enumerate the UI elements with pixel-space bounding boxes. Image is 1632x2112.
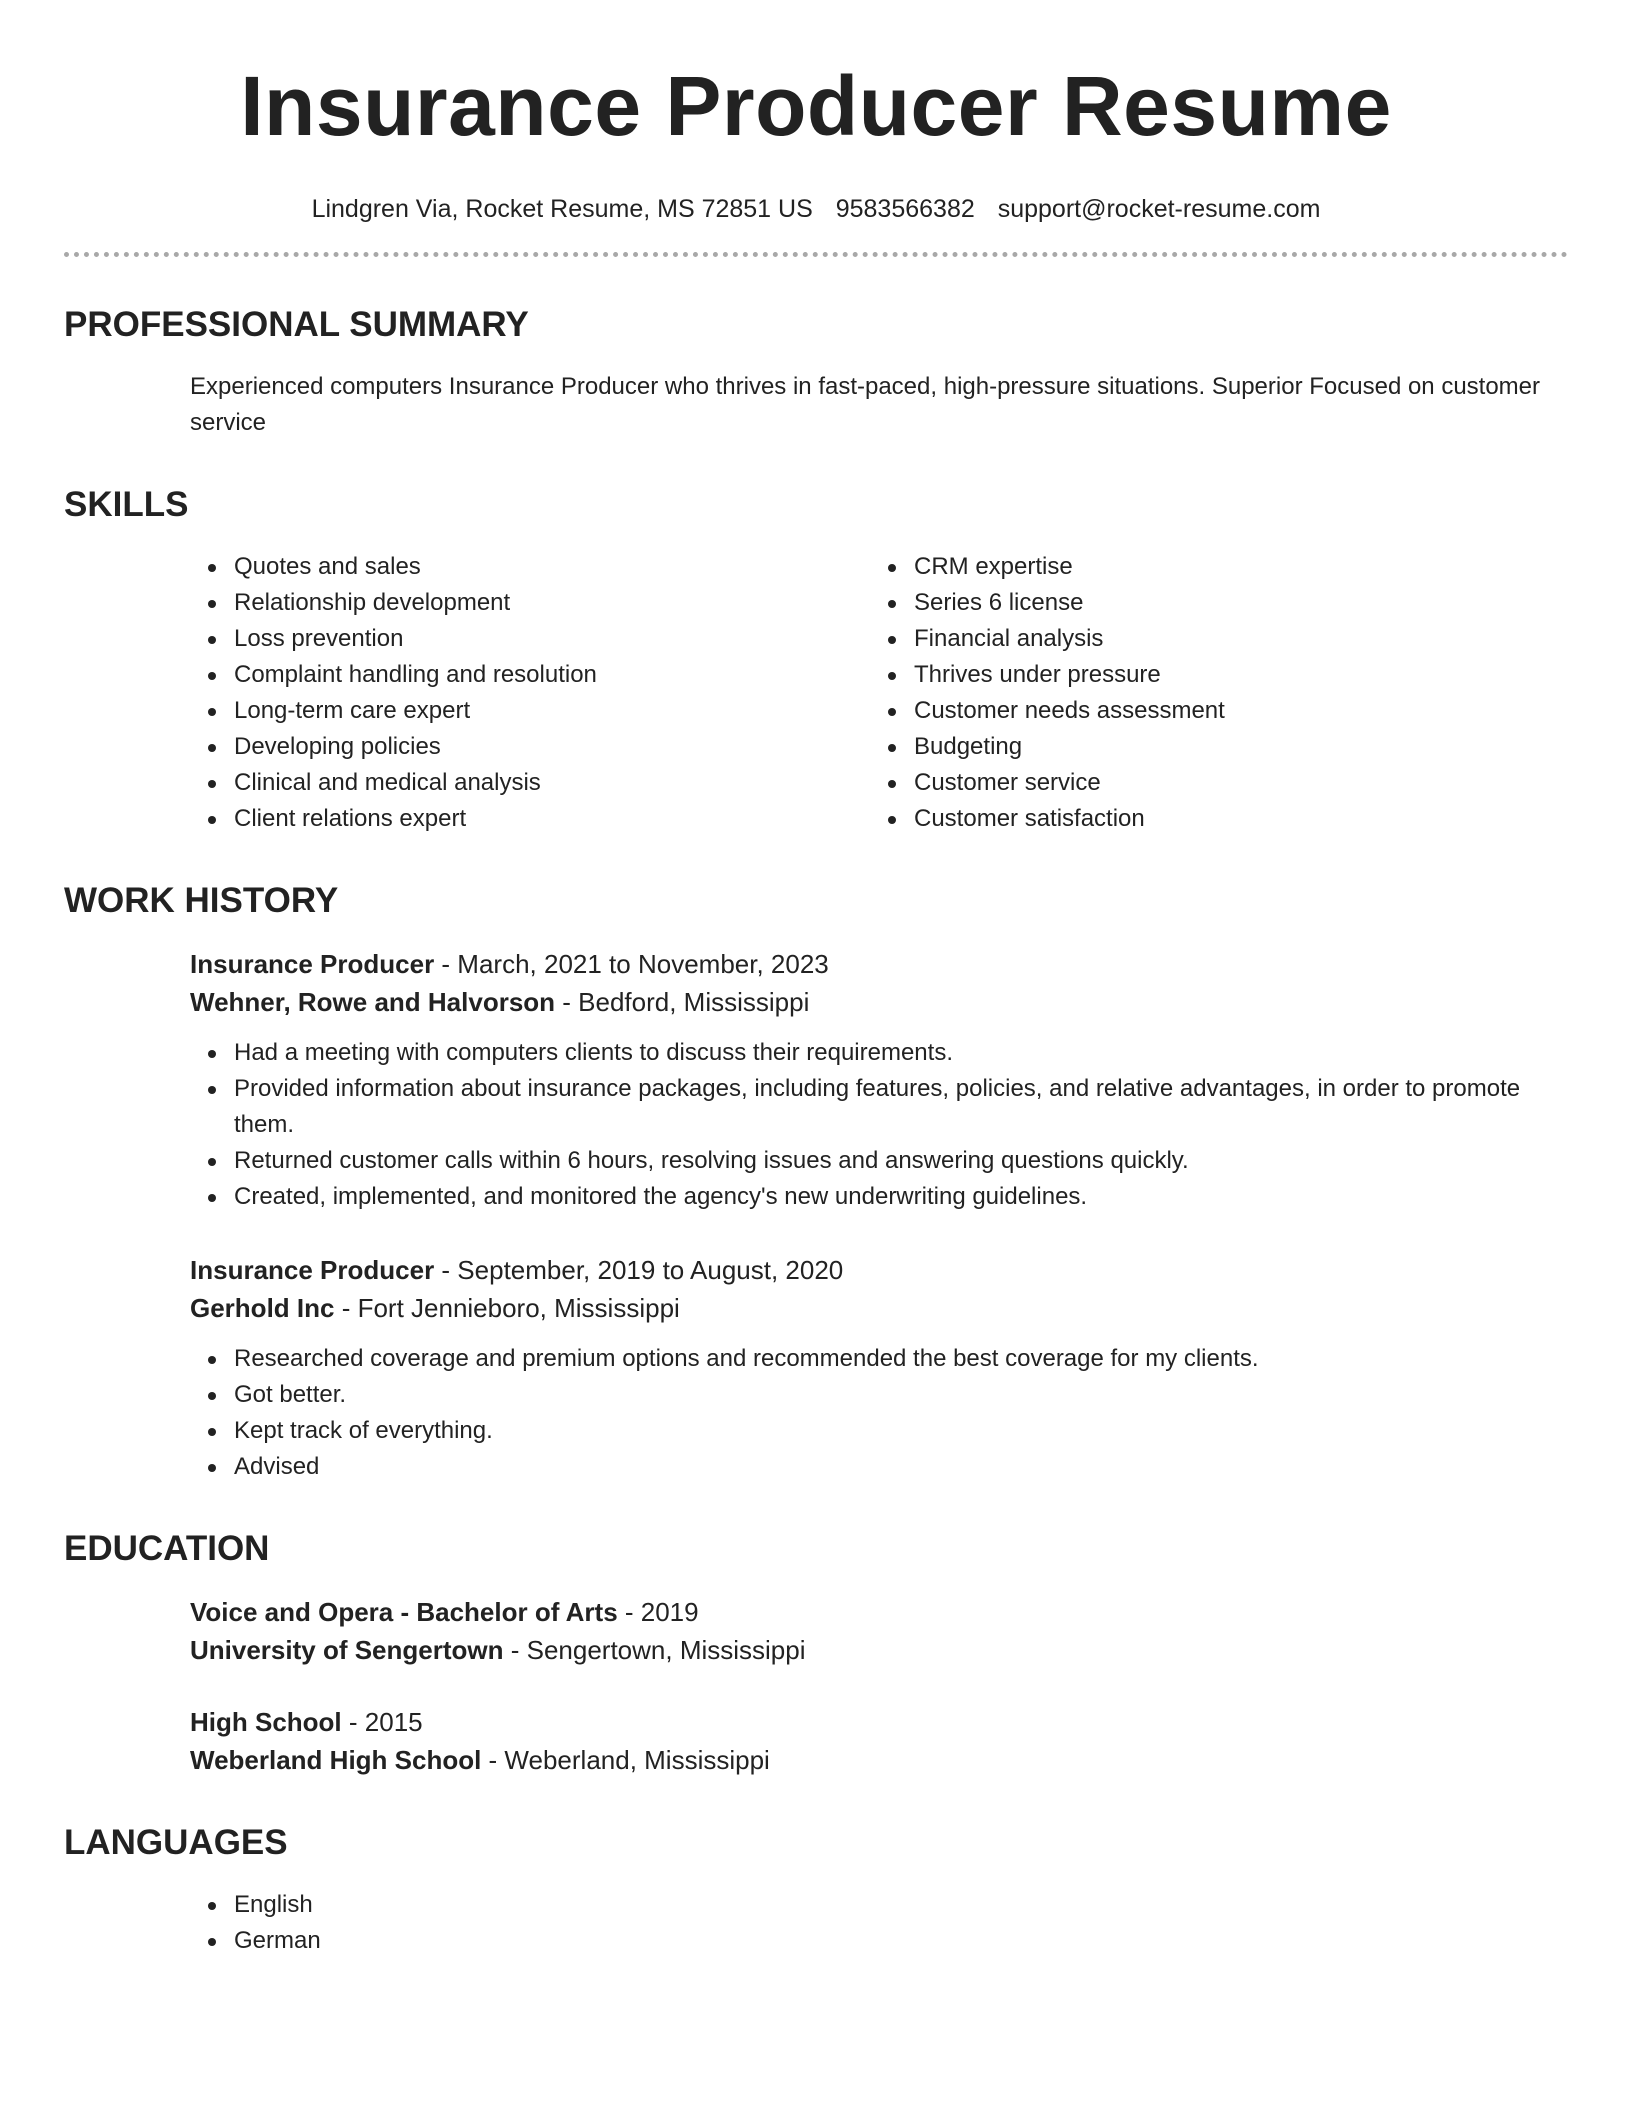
language-item: German — [190, 1923, 1568, 1959]
header-divider — [64, 252, 1568, 257]
job-location: - Fort Jennieboro, Mississippi — [334, 1293, 680, 1323]
job-duty: Provided information about insurance packages, including features, policies, and relative advantages, in order to promote them. — [190, 1071, 1568, 1143]
skill-item: Customer service — [870, 765, 1550, 801]
contact-email: support@rocket-resume.com — [997, 195, 1321, 223]
skill-item: Loss prevention — [190, 621, 870, 657]
summary-heading: PROFESSIONAL SUMMARY — [64, 305, 529, 344]
job-duty: Advised — [190, 1449, 1568, 1485]
job-duty: Returned customer calls within 6 hours, resolving issues and answering questions quickly. — [190, 1143, 1568, 1179]
job-role: Insurance Producer — [190, 949, 435, 979]
education-year: - 2015 — [341, 1707, 423, 1737]
skill-item: Clinical and medical analysis — [190, 765, 870, 801]
skill-item: Budgeting — [870, 729, 1550, 765]
skill-item: Client relations expert — [190, 801, 870, 837]
education-year: - 2019 — [617, 1597, 699, 1627]
job-role: Insurance Producer — [190, 1255, 435, 1285]
education-degree: High School — [190, 1707, 342, 1737]
skills-column-right — [870, 549, 1550, 837]
job-company: Wehner, Rowe and Halvorson — [190, 987, 556, 1017]
skill-item: Developing policies — [190, 729, 870, 765]
languages-heading: LANGUAGES — [64, 1823, 288, 1862]
skill-item: Customer needs assessment — [870, 693, 1550, 729]
skill-item: Customer satisfaction — [870, 801, 1550, 837]
languages-list — [190, 1887, 1568, 1959]
skill-item: Complaint handling and resolution — [190, 657, 870, 693]
contact-address: Lindgren Via, Rocket Resume, MS 72851 US — [311, 195, 813, 223]
job-company-line — [190, 983, 1568, 1021]
job-dates: - March, 2021 to November, 2023 — [434, 949, 829, 979]
education-degree-line — [190, 1703, 1568, 1741]
job-duty: Researched coverage and premium options and recommended the best coverage for my clients. — [190, 1341, 1568, 1377]
education-school-line — [190, 1631, 1568, 1669]
job-duty: Kept track of everything. — [190, 1413, 1568, 1449]
education-location: - Weberland, Mississippi — [481, 1745, 770, 1775]
education-degree-line — [190, 1593, 1568, 1631]
education-degree: Voice and Opera - Bachelor of Arts — [190, 1597, 618, 1627]
skills-heading: SKILLS — [64, 485, 189, 524]
job-entry — [190, 945, 1568, 1215]
skill-item: Quotes and sales — [190, 549, 870, 585]
education-location: - Sengertown, Mississippi — [503, 1635, 806, 1665]
job-duty: Had a meeting with computers clients to discuss their requirements. — [190, 1035, 1568, 1071]
job-company: Gerhold Inc — [190, 1293, 335, 1323]
education-school-line — [190, 1741, 1568, 1779]
job-entry — [190, 1251, 1568, 1485]
education-heading: EDUCATION — [64, 1529, 270, 1568]
language-item: English — [190, 1887, 1568, 1923]
job-duty: Created, implemented, and monitored the agency's new underwriting guidelines. — [190, 1179, 1568, 1215]
skill-item: Thrives under pressure — [870, 657, 1550, 693]
skill-item: Series 6 license — [870, 585, 1550, 621]
skill-item: Relationship development — [190, 585, 870, 621]
contact-info — [64, 192, 1568, 226]
job-location: - Bedford, Mississippi — [555, 987, 810, 1017]
education-school: University of Sengertown — [190, 1635, 504, 1665]
job-duties — [190, 1035, 1568, 1215]
education-entry — [190, 1593, 1568, 1669]
resume-title: Insurance Producer Resume — [240, 59, 1392, 153]
job-title-line — [190, 1251, 1568, 1289]
education-school: Weberland High School — [190, 1745, 482, 1775]
job-duty: Got better. — [190, 1377, 1568, 1413]
skills-column-left — [190, 549, 870, 837]
skill-item: Financial analysis — [870, 621, 1550, 657]
skill-item: Long-term care expert — [190, 693, 870, 729]
job-dates: - September, 2019 to August, 2020 — [434, 1255, 844, 1285]
skills-list — [190, 549, 1568, 837]
job-duties — [190, 1341, 1568, 1485]
job-company-line — [190, 1289, 1568, 1327]
work-history-heading: WORK HISTORY — [64, 881, 339, 920]
job-title-line — [190, 945, 1568, 983]
education-entry — [190, 1703, 1568, 1779]
skill-item: CRM expertise — [870, 549, 1550, 585]
contact-phone: 9583566382 — [835, 195, 975, 223]
summary-text: Experienced computers Insurance Producer who thrives in fast-paced, high-pressure situations. Superior Focused on customer service — [190, 373, 1541, 436]
